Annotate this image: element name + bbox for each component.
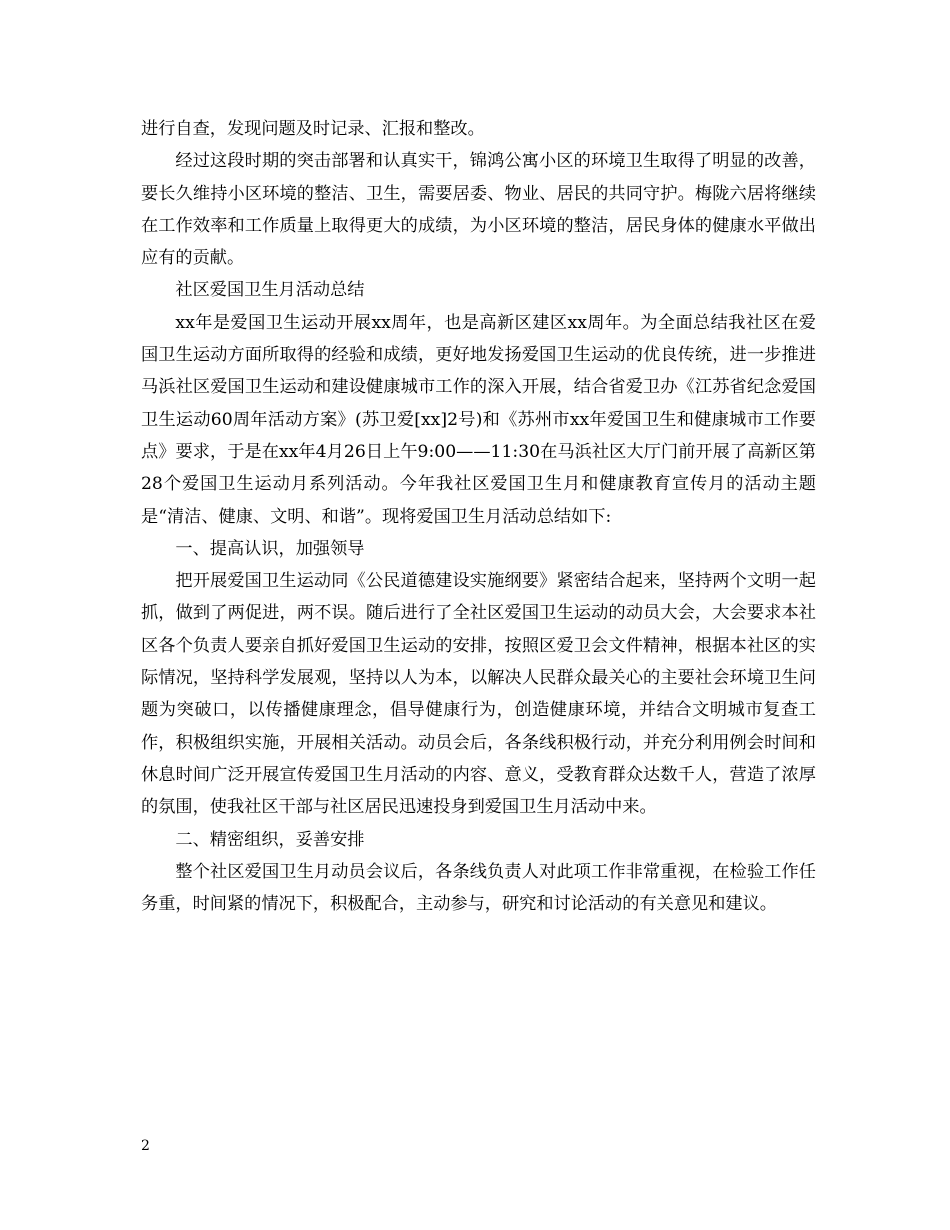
paragraph-4: 把开展爱国卫生运动同《公民道德建设实施纲要》紧密结合起来，坚持两个文明一起抓，做到了两促进，两不误。随后进行了全社区爱国卫生运动的动员大会，大会要求本社区各个负责人要亲自抓好爱国卫生运动的安排，按照区爱卫会文件精神，根据本社区的实际情况，坚持科学发展观，坚持以人为本，以解决人民群众最关心的主要社会环境卫生问题为突破口，以传播健康理念，倡导健康行为，创造健康环境，并结合文明城市复查工作，积极组织实施，开展相关活动。动员会后，各条线积极行动，并充分利用例会时间和休息时间广泛开展宣传爱国卫生月活动的内容、意义，受教育群众达数千人，营造了浓厚的氛围，使我社区干部与社区居民迅速投身到爱国卫生月活动中来。 [141,571,816,818]
section-title: 社区爱国卫生月活动总结 [175,280,365,301]
paragraph-5: 整个社区爱国卫生月动员会议后，各条线负责人对此项工作非常重视，在检验工作任务重，时间紧的情况下，积极配合，主动参与，研究和讨论活动的有关意见和建议。 [141,861,816,915]
heading-1: 一、提高认识，加强领导 [175,538,365,559]
paragraph-2: 经过这段时期的突击部署和认真实干，锦鸿公寓小区的环境卫生取得了明显的改善，要长久维持小区环境的整洁、卫生，需要居委、物业、居民的共同守护。梅陇六居将继续在工作效率和工作质量上取得更大的成绩，为小区环境的整洁，居民身体的健康水平做出应有的贡献。 [141,151,816,269]
paragraph-1: 进行自查，发现问题及时记录、汇报和整改。 [141,119,485,139]
document-body [141,113,816,920]
page-number: 2 [141,1138,150,1154]
paragraph-3: xx年是爱国卫生运动开展xx周年，也是高新区建区xx周年。为全面总结我社区在爱国卫生运动方面所取得的经验和成绩，更好地发扬爱国卫生运动的优良传统，进一步推进马浜社区爱国卫生运动和建设健康城市工作的深入开展，结合省爱卫办《江苏省纪念爱国卫生运动60周年活动方案》(苏卫爱[xx]2号)和《苏州市xx年爱国卫生和健康城市工作要点》要求，于是在xx年4月26日上午9:00——11:30在马浜社区大厅门前开展了高新区第28个爱国卫生运动月系列活动。今年我社区爱国卫生月和健康教育宣传月的活动主题是“清洁、健康、文明、和谐”。现将爱国卫生月活动总结如下: [141,312,816,527]
heading-2: 二、精密组织，妥善安排 [175,829,365,850]
